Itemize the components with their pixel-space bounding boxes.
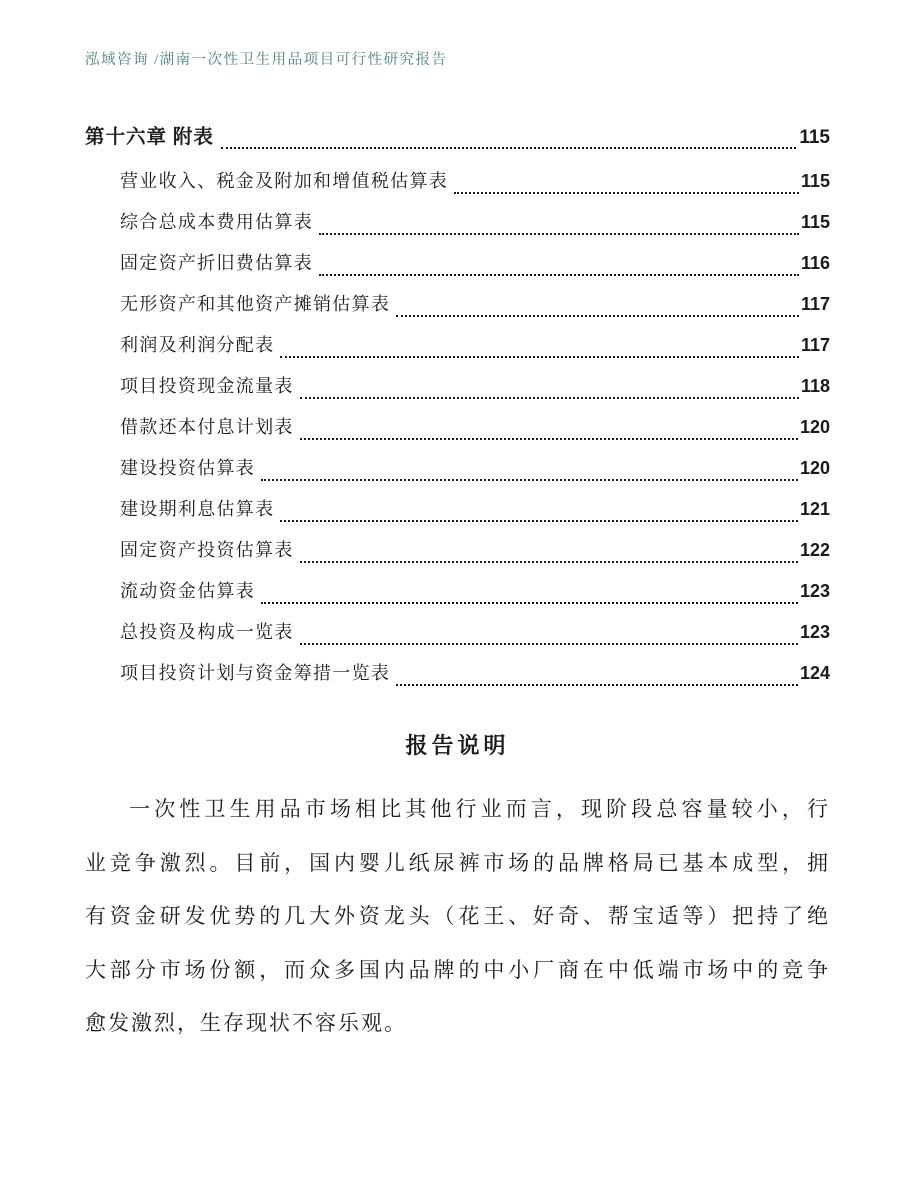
toc-leader-dots	[280, 520, 798, 522]
toc-leader-dots	[454, 192, 799, 194]
toc-leader-dots	[396, 315, 799, 317]
toc-chapter-row	[85, 123, 830, 153]
toc-leader-dots	[319, 233, 799, 235]
toc-page-number: 117	[800, 294, 830, 314]
toc-entry-title: 建设期利息估算表	[120, 499, 275, 519]
toc-entry-row	[120, 367, 830, 408]
toc-entry-title: 无形资产和其他资产摊销估算表	[120, 294, 391, 314]
toc-leader-dots	[300, 561, 798, 563]
toc-entry-title: 利润及利润分配表	[120, 335, 275, 355]
document-header: 泓域咨询 /湖南一次性卫生用品项目可行性研究报告	[85, 52, 448, 68]
toc-page-number: 123	[799, 622, 830, 642]
toc-leader-dots	[300, 643, 798, 645]
toc-entry-title: 借款还本付息计划表	[120, 417, 294, 437]
toc-chapter-title: 第十六章 附表	[85, 127, 214, 148]
toc-entry-title: 营业收入、税金及附加和增值税估算表	[120, 171, 449, 191]
toc-entry-row	[120, 285, 830, 326]
toc-entry-row	[120, 613, 830, 654]
paragraph-line: 大部分市场份额，而众多国内品牌的中小厂商在中低端市场中的竞争	[85, 957, 830, 982]
toc-leader-dots	[300, 438, 798, 440]
toc-page-number: 117	[800, 335, 830, 355]
toc-page-number: 115	[800, 212, 830, 232]
toc-entry-row	[120, 490, 830, 531]
toc-entry-title: 项目投资现金流量表	[120, 376, 294, 396]
report-note-paragraph	[85, 783, 830, 1051]
toc-page-number: 115	[800, 171, 830, 191]
toc-entry-row	[120, 531, 830, 572]
toc-entry-title: 项目投资计划与资金筹措一览表	[120, 663, 391, 683]
toc-entry-title: 固定资产折旧费估算表	[120, 253, 313, 273]
toc-entry-title: 综合总成本费用估算表	[120, 212, 313, 232]
toc-page-number: 124	[799, 663, 830, 683]
toc-leader-dots	[261, 479, 798, 481]
toc-entry-row	[120, 408, 830, 449]
toc-entry-title: 固定资产投资估算表	[120, 540, 294, 560]
toc-entry-row	[120, 572, 830, 613]
paragraph-line: 业竞争激烈。目前，国内婴儿纸尿裤市场的品牌格局已基本成型，拥	[85, 850, 830, 875]
toc-entry-row	[120, 326, 830, 367]
toc-entry-row	[120, 203, 830, 244]
toc-leader-dots	[319, 274, 799, 276]
toc-entry-row	[120, 654, 830, 695]
toc-page-number: 122	[799, 540, 830, 560]
toc-entry-title: 流动资金估算表	[120, 581, 256, 601]
report-note-heading: 报告说明	[405, 733, 510, 758]
toc-entry-title: 总投资及构成一览表	[120, 622, 294, 642]
toc-leader-dots	[261, 602, 798, 604]
toc-leader-dots	[396, 684, 798, 686]
toc-page-number: 120	[799, 458, 830, 478]
toc-entry-row	[120, 449, 830, 490]
paragraph-line: 一次性卫生用品市场相比其他行业而言，现阶段总容量较小，行	[129, 797, 830, 821]
toc-chapter-page-number: 115	[799, 127, 830, 148]
toc-entry-list	[85, 162, 830, 695]
toc-leader-dots	[300, 397, 799, 399]
paragraph-line: 愈发激烈，生存现状不容乐观。	[85, 1011, 407, 1035]
paragraph-line: 有资金研发优势的几大外资龙头（花王、好奇、帮宝适等）把持了绝	[85, 904, 830, 928]
toc-page-number: 118	[800, 376, 830, 396]
toc-entry-title: 建设投资估算表	[120, 458, 256, 478]
toc-page-number: 120	[799, 417, 830, 437]
toc-page-number: 116	[800, 253, 830, 273]
toc-leader-dots	[280, 356, 799, 358]
toc-page-number: 123	[799, 581, 830, 601]
toc-entry-row	[120, 244, 830, 285]
toc-entry-row	[120, 162, 830, 203]
toc-page-number: 121	[799, 499, 830, 519]
toc-leader-dots	[221, 147, 796, 149]
